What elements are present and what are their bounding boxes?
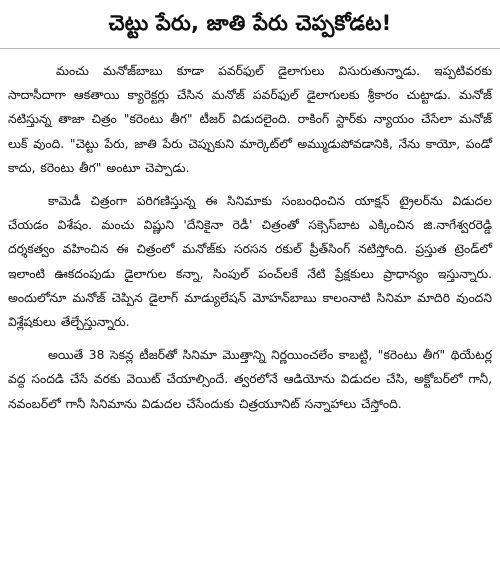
article-paragraph-3: అయితే 38 సెకన్ల టీజర్‌తో సినిమా మొత్తాన్ని నిర్ణయించలేం కాబట్టి, "కరెంటు తీగ" థియేటర్ల వద్ద సందడి చేసే వరకు వెయిట్ చేయాల్సిందే. త్వరలోనే ఆడియోను విడుదల చేసి, అక్టోబర్‌లో గానీ, నవంబర్‌లో గానీ సినిమాను విడుదల చేసేందుకు చిత్రయూనిట్ సన్నాహాలు చేస్తోంది. <box>8 348 492 411</box>
article-body <box>8 49 492 416</box>
article-headline: చెట్టు పేరు, జాతి పేరు చెప్పకోడట! <box>108 11 392 35</box>
headline-bar <box>0 4 500 49</box>
article-paragraph-1: మంచు మనోజ్‌బాబు కూడా పవర్‌ఫుల్ డైలాగులు విసురుతున్నాడు. ఇప్పటివరకు సాదాసీదాగా ఆకతాయి క్యారెక్టర్లు చేసిన మనోజ్ పవర్‌ఫుల్ డైలాగులకు శ్రీకారం చుట్టాడు. మనోజ్ నటిస్తున్న తాజా చిత్రం "కరెంటు తీగ" టీజర్ విడుదలైంది. రాకింగ్ స్టార్‌కు న్యాయం చేసేలా మనోజ్ లుక్ వుంది. "చెట్టు పేరు, జాతి పేరు చెప్పుకుని మార్కెట్‌లో అమ్ముడుపోవడానికి, నేను కాయో, పండో కాదు, కరెంటు తీగ" అంటూ చెప్పాడు. <box>8 64 492 175</box>
article-paragraph-2: కామెడీ చిత్రంగా పరిగణిస్తున్న ఈ సినిమాకు సంబంధించిన యాక్షన్ ట్రైలర్‌ను విడుదల చేయడం విశేషం. మంచు విష్ణుని 'దేనికైనా రెడీ' చిత్రంతో సక్సెస్‌బాట ఎక్కించిన జి.నాగేశ్వరరెడ్డి దర్శకత్వం వహించిన ఈ చిత్రంలో మనోజ్‌కు సరసన రకుల్ ప్రీత్‌సింగ్ నటిస్తోంది. ప్రస్తుత ట్రెండ్‌లో ఇలాంటి ఊకదంపుడు డైలాగుల కన్నా, సింపుల్ పంచ్‌లకే నేటి ప్రేక్షకులు ప్రాధాన్యం ఇస్తున్నారు. అందులోనూ మనోజ్ చెప్పిన డైలాగ్ మాడ్యులేషన్ మోహన్‌బాబు కాలంనాటి సినిమా మాదిరి వుందని విశ్లేషకులు తేల్చేస్తున్నారు. <box>8 194 492 330</box>
